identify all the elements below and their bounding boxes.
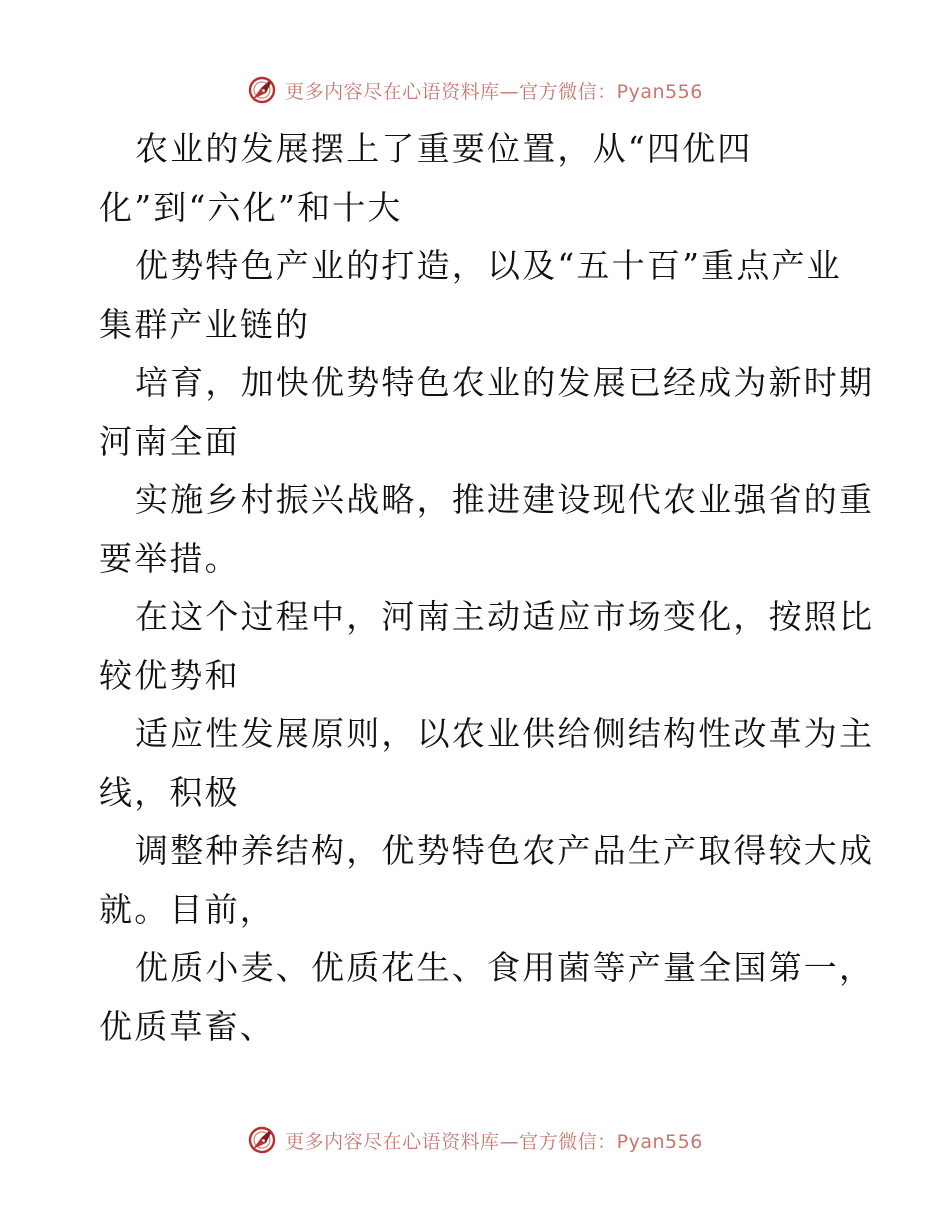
text-line: 河南全面 — [99, 421, 240, 461]
text-line: 调整种养结构，优势特色农产品生产取得较大成 — [135, 831, 875, 870]
document-body — [99, 120, 875, 1056]
text-line: 适应性发展原则，以农业供给侧结构性改革为主 — [135, 714, 875, 753]
text-line: 培育，加快优势特色农业的发展已经成为新时期 — [135, 363, 875, 402]
banner-text: 更多内容尽在心语资料库—官方微信：Pyan556 — [285, 80, 703, 103]
text-line: 实施乡村振兴战略，推进建设现代农业强省的重 — [135, 480, 875, 519]
header-banner — [0, 70, 950, 110]
text-line: 农业的发展摆上了重要位置，从“四优四 — [135, 129, 753, 168]
text-line: 优质草畜、 — [99, 1006, 275, 1046]
text-line: 集群产业链的 — [99, 304, 311, 344]
text-line: 在这个过程中，河南主动适应市场变化，按照比 — [135, 597, 875, 636]
banner-text: 更多内容尽在心语资料库—官方微信：Pyan556 — [285, 1130, 703, 1153]
pen-nib-logo-icon — [247, 75, 277, 105]
text-line: 就。目前， — [99, 889, 275, 929]
pen-nib-logo-icon — [247, 1125, 277, 1155]
text-line: 要举措。 — [99, 538, 240, 578]
text-line: 线，积极 — [99, 772, 240, 812]
text-line: 优势特色产业的打造，以及“五十百”重点产业 — [135, 246, 842, 285]
text-line: 较优势和 — [99, 655, 240, 695]
text-line: 化”到“六化”和十大 — [99, 187, 403, 227]
text-line: 优质小麦、优质花生、食用菌等产量全国第一， — [135, 948, 875, 987]
footer-banner — [0, 1120, 950, 1160]
